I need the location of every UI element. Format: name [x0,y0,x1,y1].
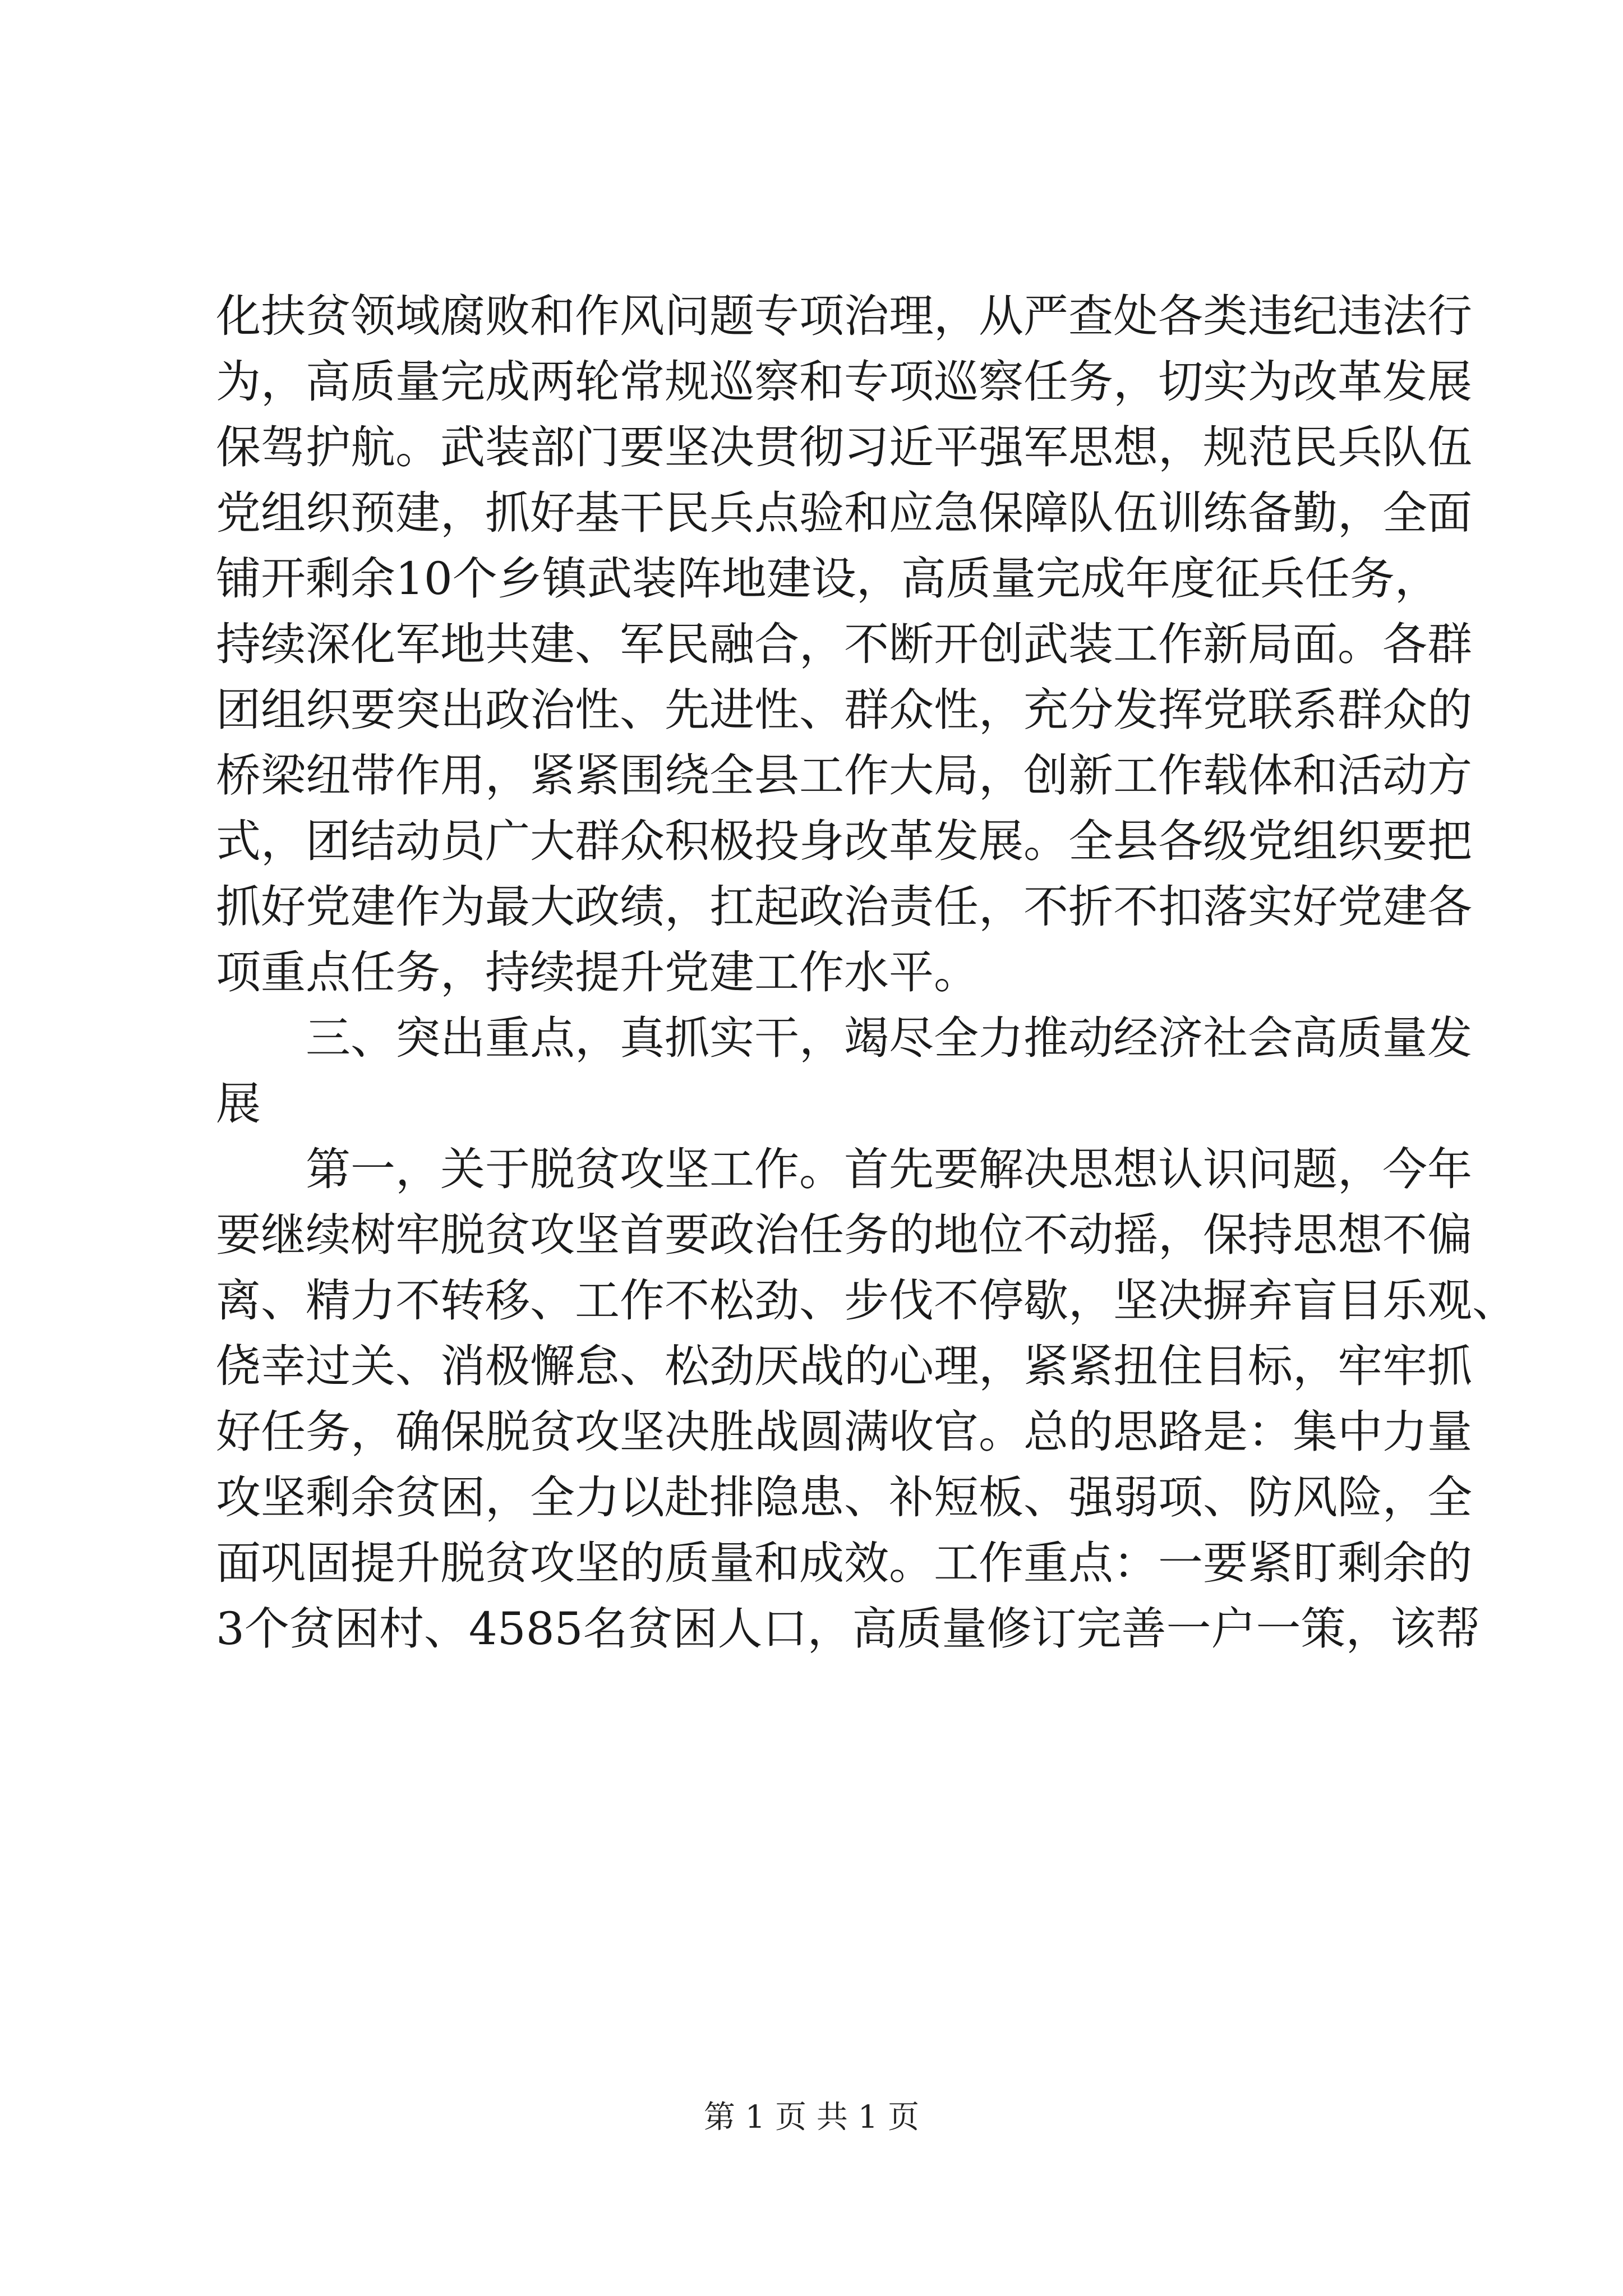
page-number: 第 1 页 共 1 页 [703,2099,920,2136]
body-line: 攻坚剩余贫困，全力以赴排隐患、补短板、强弱项、防风险，全 [216,1471,1472,1524]
body-line: 项重点任务，持续提升党建工作水平。 [216,946,979,999]
body-line: 要继续树牢脱贫攻坚首要政治任务的地位不动摇，保持思想不偏 [216,1209,1472,1261]
body-line: 为，高质量完成两轮常规巡察和专项巡察任务，切实为改革发展 [216,356,1472,408]
body-line: 抓好党建作为最大政绩，扛起政治责任，不折不扣落实好党建各 [216,881,1472,933]
body-line: 离、精力不转移、工作不松劲、步伐不停歇，坚决摒弃盲目乐观、 [216,1274,1517,1327]
body-line: 铺开剩余10个乡镇武装阵地建设，高质量完成年度征兵任务， [216,553,1440,605]
body-line: 持续深化军地共建、军民融合，不断开创武装工作新局面。各群 [216,618,1472,670]
body-line: 好任务，确保脱贫攻坚决胜战圆满收官。总的思路是：集中力量 [216,1406,1472,1458]
body-line: 第一，关于脱贫攻坚工作。首先要解决思想认识问题，今年 [306,1143,1472,1195]
body-line: 团组织要突出政治性、先进性、群众性，充分发挥党联系群众的 [216,684,1472,736]
section-heading-line: 三、突出重点，真抓实干，竭尽全力推动经济社会高质量发 [306,1012,1472,1064]
body-line: 保驾护航。武装部门要坚决贯彻习近平强军思想，规范民兵队伍 [216,421,1472,473]
body-line: 式，团结动员广大群众积极投身改革发展。全县各级党组织要把 [216,815,1472,867]
body-line: 桥梁纽带作用，紧紧围绕全县工作大局，创新工作载体和活动方 [216,749,1472,802]
body-line: 党组织预建，抓好基干民兵点验和应急保障队伍训练备勤，全面 [216,487,1472,539]
body-line: 面巩固提升脱贫攻坚的质量和成效。工作重点：一要紧盯剩余的 [216,1537,1472,1589]
document-body [216,283,1517,1662]
body-line: 3个贫困村、4585名贫困人口，高质量修订完善一户一策，该帮 [216,1603,1481,1655]
body-line: 化扶贫领域腐败和作风问题专项治理，从严查处各类违纪违法行 [216,290,1472,342]
section-heading-line: 展 [216,1078,261,1130]
body-line: 侥幸过关、消极懈怠、松劲厌战的心理，紧紧扭住目标，牢牢抓 [216,1340,1472,1392]
